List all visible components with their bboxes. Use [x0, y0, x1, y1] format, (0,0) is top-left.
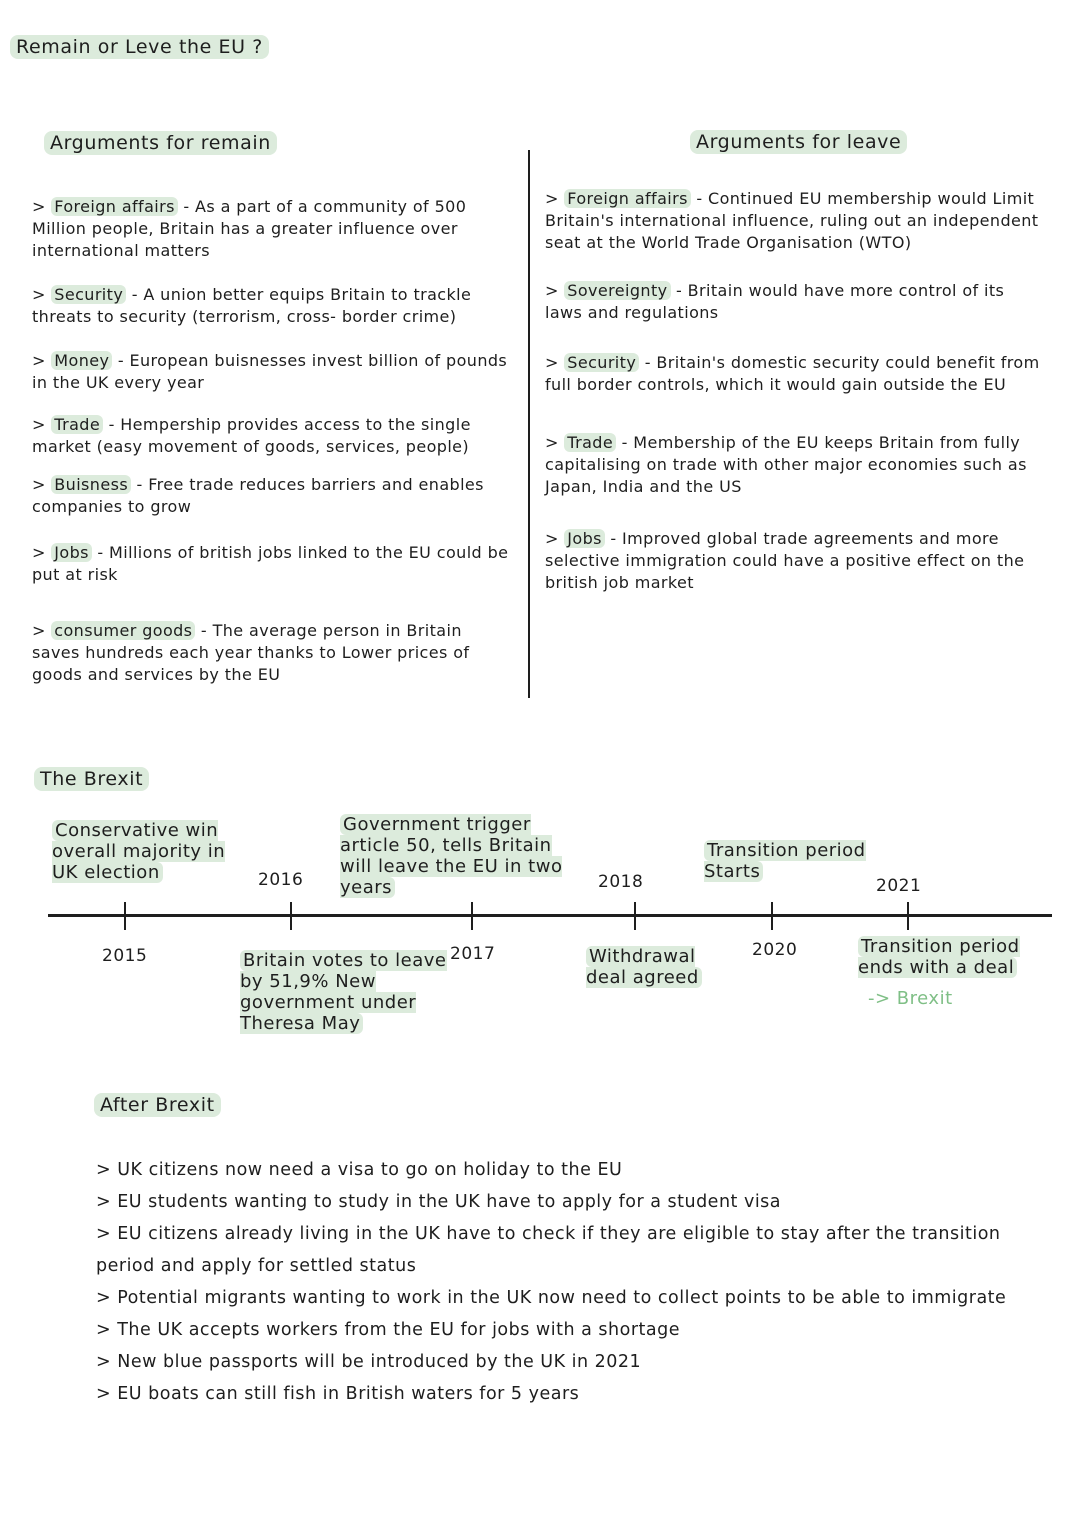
timeline-tick	[907, 902, 909, 930]
argument-text: - Membership of the EU keeps Britain from fully capitalising on trade with other major economies such as Japan, India and the US	[545, 433, 1027, 496]
argument-item	[545, 528, 1045, 594]
argument-text: - Continued EU membership would Limit Britain's international influence, ruling out an independent seat at the World Trade Organisation (WTO)	[545, 189, 1039, 252]
bullet-arrow: >	[32, 475, 52, 494]
after-brexit-text: EU citizens already living in the UK have to check if they are eligible to stay after the transition period and apply for settled status	[96, 1224, 1001, 1276]
after-brexit-text: New blue passports will be introduced by the UK in 2021	[117, 1352, 642, 1372]
after-brexit-item	[96, 1282, 1036, 1314]
argument-text: - The average person in Britain saves hundreds each year thanks to Lower prices of goods and services by the EU	[32, 621, 470, 684]
argument-label: Trade	[51, 415, 103, 434]
bullet-arrow: >	[32, 197, 52, 216]
argument-label: Foreign affairs	[564, 189, 691, 208]
argument-item	[32, 284, 512, 328]
bullet-arrow: >	[96, 1320, 118, 1340]
timeline-vote: Britain votes to leave by 51,9% New government under Theresa May	[240, 950, 447, 1034]
timeline-year-2018: 2018	[598, 872, 644, 892]
bullet-arrow: >	[96, 1384, 118, 1404]
column-divider	[528, 150, 530, 698]
bullet-arrow: >	[96, 1288, 118, 1308]
timeline-year-2021: 2021	[876, 876, 922, 896]
argument-label: Jobs	[564, 529, 605, 548]
timeline-withdrawal: Withdrawal deal agreed	[586, 946, 726, 988]
leave-heading: Arguments for leave	[690, 131, 907, 153]
argument-item	[32, 542, 512, 586]
argument-item	[32, 350, 512, 394]
after-brexit-item	[96, 1186, 1036, 1218]
argument-label: Sovereignty	[564, 281, 670, 300]
argument-label: Foreign affairs	[51, 197, 178, 216]
argument-label: Buisness	[51, 475, 131, 494]
timeline-axis	[48, 914, 1052, 917]
bullet-arrow: >	[32, 621, 52, 640]
after-brexit-text: UK citizens now need a visa to go on holiday to the EU	[117, 1160, 623, 1180]
timeline-transition-start: Transition period Starts	[704, 840, 866, 882]
argument-text: - A union better equips Britain to trackle threats to security (terrorism, cross- border crime)	[32, 285, 472, 326]
after-brexit-text: The UK accepts workers from the EU for jobs with a shortage	[117, 1320, 680, 1340]
argument-text: - As a part of a community of 500 Million people, Britain has a greater influence over international matters	[32, 197, 467, 260]
argument-text: - Britain would have more control of its laws and regulations	[545, 281, 1005, 322]
bullet-arrow: >	[32, 415, 52, 434]
argument-item	[32, 474, 512, 518]
after-brexit-item	[96, 1314, 1036, 1346]
timeline-tick	[124, 902, 126, 930]
after-brexit-item	[96, 1346, 1036, 1378]
after-brexit-item	[96, 1218, 1036, 1282]
timeline-tick	[771, 902, 773, 930]
brexit-heading: The Brexit	[34, 768, 149, 790]
argument-label: Security	[564, 353, 639, 372]
remain-list	[32, 196, 512, 686]
argument-item	[32, 620, 512, 686]
bullet-arrow: >	[32, 543, 52, 562]
after-brexit-heading: After Brexit	[94, 1094, 221, 1116]
timeline-tick	[634, 902, 636, 930]
argument-text: - Improved global trade agreements and more selective immigration could have a positive effect on the british job market	[545, 529, 1025, 592]
argument-label: Security	[51, 285, 126, 304]
timeline-year-2015: 2015	[102, 946, 148, 966]
bullet-arrow: >	[32, 351, 52, 370]
argument-item	[545, 432, 1045, 498]
timeline-tick	[471, 902, 473, 930]
bullet-arrow: >	[545, 433, 565, 452]
remain-heading: Arguments for remain	[44, 132, 277, 154]
after-brexit-text: EU students wanting to study in the UK have to apply for a student visa	[117, 1192, 782, 1212]
page-title: Remain or Leve the EU ?	[10, 36, 269, 58]
after-brexit-item	[96, 1154, 1036, 1186]
argument-item	[545, 280, 1045, 324]
timeline-brexit-arrow: -> Brexit	[868, 988, 953, 1009]
timeline-conservative-win: Conservative win overall majority in UK election	[52, 820, 226, 883]
bullet-arrow: >	[545, 281, 565, 300]
leave-list	[545, 188, 1045, 594]
after-brexit-item	[96, 1378, 1036, 1410]
bullet-arrow: >	[545, 353, 565, 372]
argument-label: Jobs	[51, 543, 92, 562]
bullet-arrow: >	[96, 1352, 118, 1372]
timeline-year-2016: 2016	[258, 870, 304, 890]
bullet-arrow: >	[32, 285, 52, 304]
bullet-arrow: >	[545, 189, 565, 208]
argument-text: - Free trade reduces barriers and enables companies to grow	[32, 475, 484, 516]
argument-item	[32, 196, 512, 262]
timeline-transition-end: Transition period ends with a deal	[858, 936, 1020, 978]
argument-label: consumer goods	[51, 621, 195, 640]
argument-text: - European buisnesses invest billion of pounds in the UK every year	[32, 351, 508, 392]
bullet-arrow: >	[96, 1160, 118, 1180]
argument-item	[32, 414, 512, 458]
timeline-article-50: Government trigger article 50, tells Britain will leave the EU in two years	[340, 814, 563, 898]
argument-item	[545, 352, 1045, 396]
argument-label: Money	[51, 351, 112, 370]
timeline-tick	[290, 902, 292, 930]
timeline-year-2020: 2020	[752, 940, 798, 960]
argument-text: - Hempership provides access to the single market (easy movement of goods, services, people)	[32, 415, 471, 456]
bullet-arrow: >	[545, 529, 565, 548]
after-brexit-list	[96, 1154, 1036, 1410]
bullet-arrow: >	[96, 1224, 118, 1244]
timeline-year-2017: 2017	[450, 944, 496, 964]
after-brexit-text: Potential migrants wanting to work in the UK now need to collect points to be able to immigrate	[117, 1288, 1007, 1308]
after-brexit-text: EU boats can still fish in British waters for 5 years	[117, 1384, 580, 1404]
argument-item	[545, 188, 1045, 254]
bullet-arrow: >	[96, 1192, 118, 1212]
argument-text: - Millions of british jobs linked to the EU could be put at risk	[32, 543, 509, 584]
argument-text: - Britain's domestic security could benefit from full border controls, which it would gain outside the EU	[545, 353, 1040, 394]
argument-label: Trade	[564, 433, 616, 452]
